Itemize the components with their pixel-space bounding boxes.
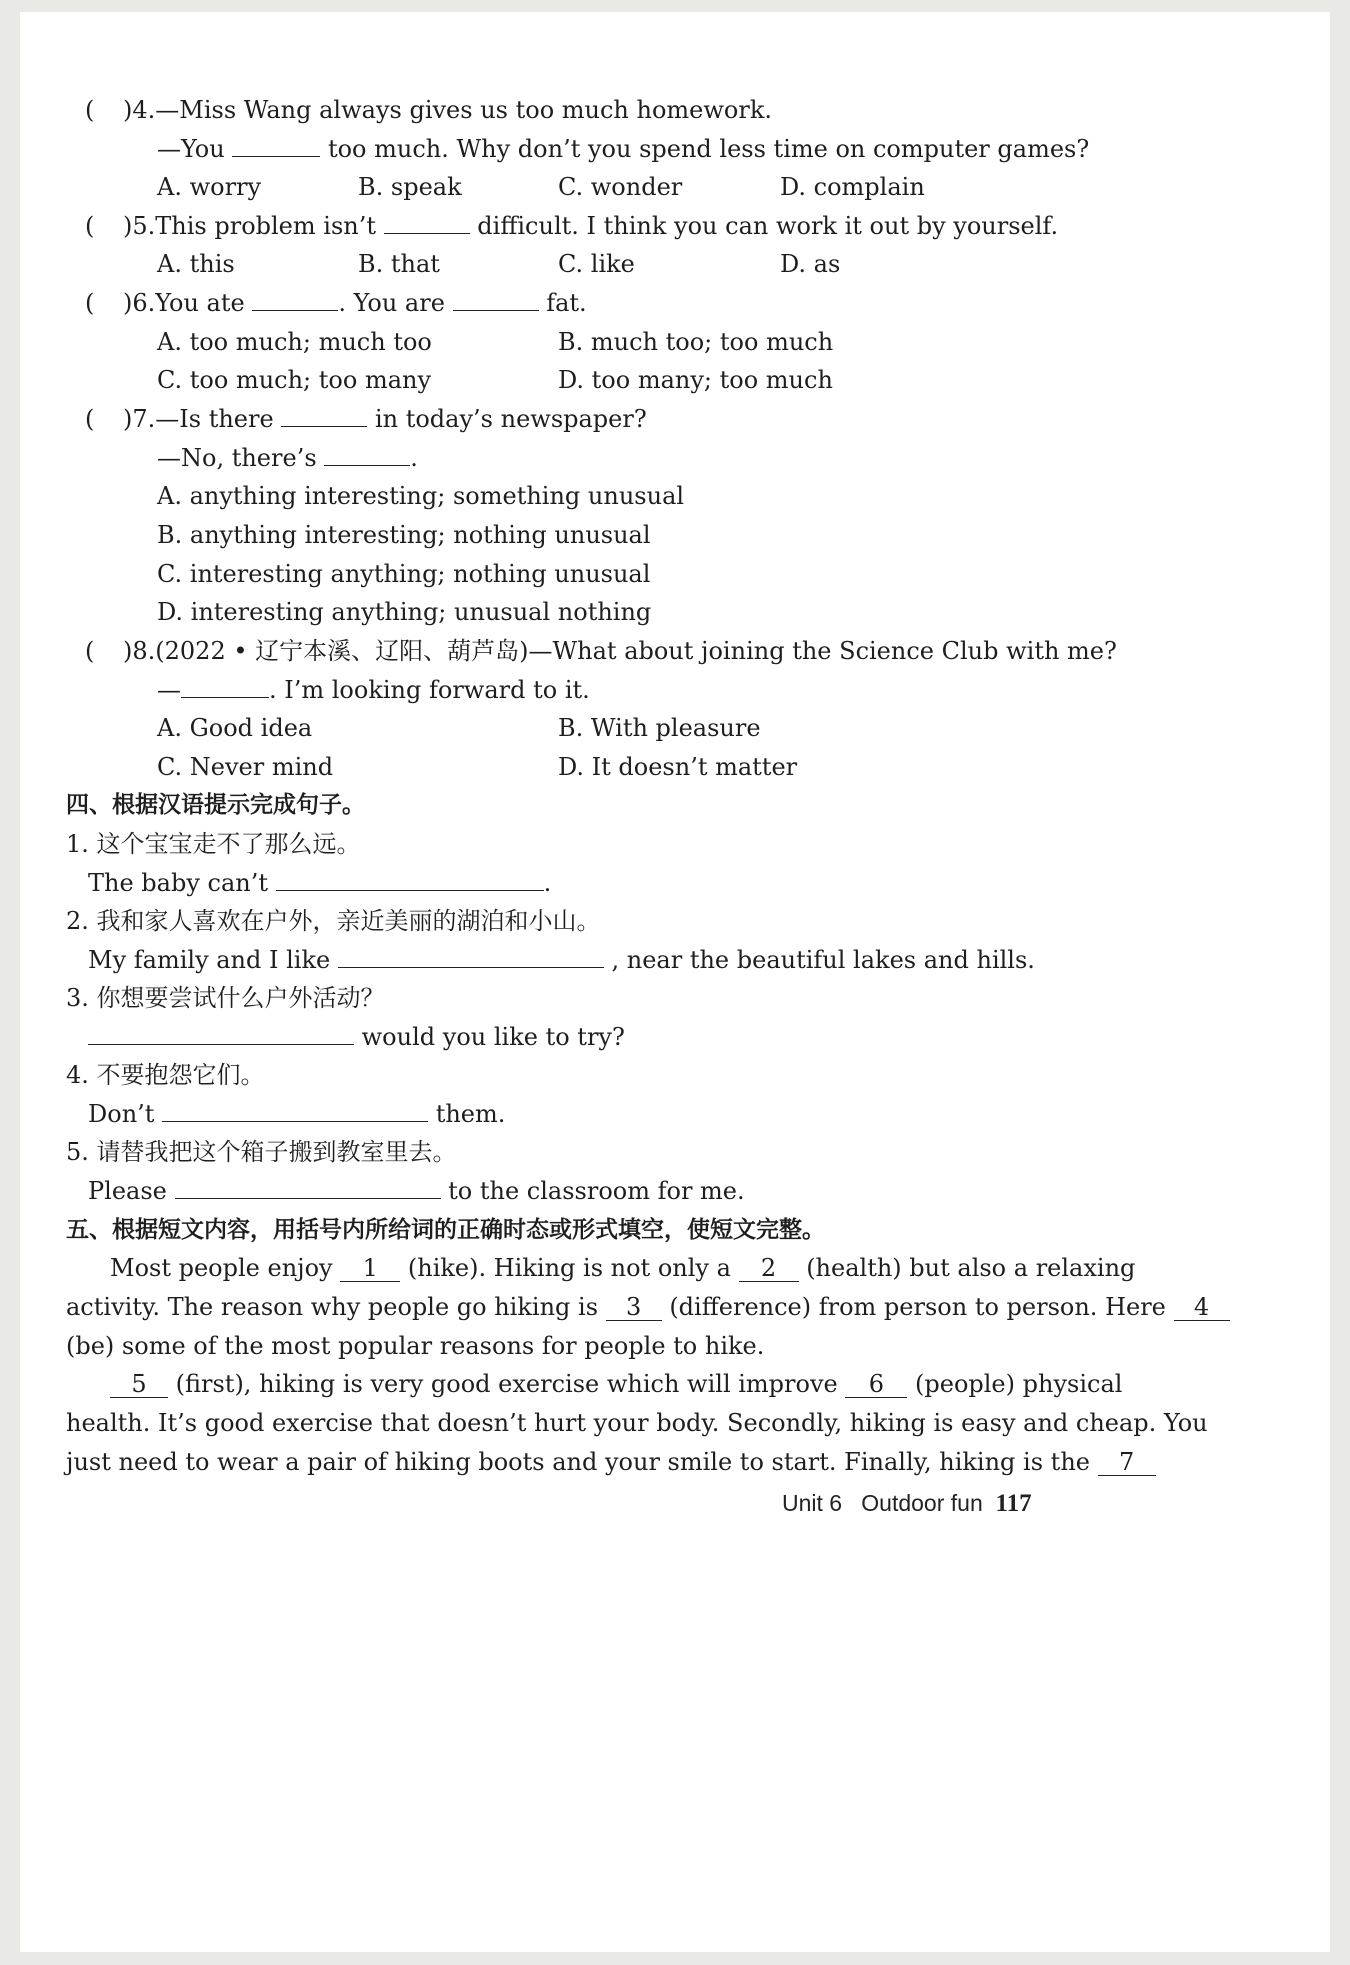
s4-item2-english bbox=[88, 944, 1035, 976]
passage-text: activity. The reason why people go hiking is bbox=[66, 1293, 599, 1321]
s4-item4-english bbox=[88, 1098, 505, 1130]
s4-item4-end: them. bbox=[435, 1100, 506, 1128]
answer-paren: ( bbox=[85, 637, 95, 665]
answer-paren: ( bbox=[85, 212, 95, 240]
option-d[interactable]: D. It doesn’t matter bbox=[558, 753, 798, 781]
option-a[interactable]: A. anything interesting; something unusual bbox=[157, 482, 685, 510]
answer-blank[interactable] bbox=[162, 1101, 428, 1122]
passage-line-4 bbox=[110, 1368, 1122, 1400]
passage-text: Most people enjoy bbox=[110, 1254, 333, 1282]
section-4-title: 四、根据汉语提示完成句子。 bbox=[66, 792, 365, 818]
q5-stem bbox=[123, 210, 1058, 242]
option-c[interactable]: C. too much; too many bbox=[157, 366, 432, 394]
option-a[interactable]: A. worry bbox=[157, 173, 262, 201]
passage-line-2 bbox=[66, 1291, 1230, 1323]
answer-blank[interactable] bbox=[252, 290, 338, 311]
s4-item5-chinese: 5. 请替我把这个箱子搬到教室里去。 bbox=[66, 1138, 457, 1166]
numbered-blank[interactable]: 5 bbox=[110, 1371, 168, 1398]
section-5-title: 五、根据短文内容，用括号内所给词的正确时态或形式填空，使短文完整。 bbox=[66, 1217, 825, 1243]
q7-line2-start: —No, there’s bbox=[157, 444, 317, 472]
option-a[interactable]: A. this bbox=[157, 250, 235, 278]
option-d[interactable]: D. interesting anything; unusual nothing bbox=[157, 598, 652, 626]
s4-item3-english bbox=[88, 1021, 625, 1053]
q4-line2 bbox=[157, 133, 1089, 165]
option-b[interactable]: B. speak bbox=[358, 173, 462, 201]
option-c[interactable]: C. Never mind bbox=[157, 753, 334, 781]
option-b[interactable]: B. that bbox=[358, 250, 440, 278]
s4-item2-chinese: 2. 我和家人喜欢在户外，亲近美丽的湖泊和小山。 bbox=[66, 907, 601, 935]
answer-blank[interactable] bbox=[175, 1178, 441, 1199]
passage-line-3: (be) some of the most popular reasons for people to hike. bbox=[66, 1332, 765, 1360]
question-number: )5. bbox=[123, 212, 156, 240]
q7-line2 bbox=[157, 442, 418, 474]
option-c[interactable]: C. like bbox=[558, 250, 635, 278]
numbered-blank[interactable]: 6 bbox=[845, 1371, 907, 1398]
option-b[interactable]: B. With pleasure bbox=[558, 714, 761, 742]
answer-blank[interactable] bbox=[181, 677, 269, 698]
q5-line1-start: This problem isn’t bbox=[155, 212, 376, 240]
q4-stem bbox=[123, 94, 772, 126]
question-number: )8. bbox=[123, 637, 156, 665]
passage-text: (people) physical bbox=[915, 1370, 1123, 1398]
q6-line1-start: You ate bbox=[155, 289, 245, 317]
answer-blank[interactable] bbox=[324, 445, 410, 466]
option-a[interactable]: A. Good idea bbox=[157, 714, 313, 742]
s4-item1-english bbox=[88, 867, 551, 899]
q8-line2-end: . I’m looking forward to it. bbox=[269, 676, 590, 704]
passage-line-1 bbox=[110, 1252, 1135, 1284]
q6-line1-middle: . You are bbox=[338, 289, 445, 317]
worksheet-page bbox=[20, 12, 1330, 1952]
passage-line-6 bbox=[66, 1446, 1156, 1478]
passage-text: (first), hiking is very good exercise which will improve bbox=[175, 1370, 838, 1398]
numbered-blank[interactable]: 7 bbox=[1098, 1449, 1156, 1476]
answer-blank[interactable] bbox=[281, 406, 367, 427]
q7-line2-end: . bbox=[410, 444, 418, 472]
q6-stem bbox=[123, 287, 587, 319]
passage-text: (difference) from person to person. Here bbox=[669, 1293, 1166, 1321]
passage-text: (health) but also a relaxing bbox=[806, 1254, 1136, 1282]
option-d[interactable]: D. as bbox=[780, 250, 841, 278]
option-c[interactable]: C. wonder bbox=[558, 173, 683, 201]
q5-line1-end: difficult. I think you can work it out by yourself. bbox=[477, 212, 1059, 240]
s4-item2-start: My family and I like bbox=[88, 946, 331, 974]
unit-label: Unit 6 bbox=[782, 1490, 843, 1516]
answer-paren: ( bbox=[85, 405, 95, 433]
answer-blank[interactable] bbox=[88, 1024, 354, 1045]
s4-item1-end: . bbox=[543, 869, 552, 897]
q8-line1: (2022 • 辽宁本溪、辽阳、葫芦岛)—What about joining the Science Club with me? bbox=[155, 637, 1117, 665]
numbered-blank[interactable]: 3 bbox=[606, 1294, 662, 1321]
answer-paren: ( bbox=[85, 289, 95, 317]
q4-line1: —Miss Wang always gives us too much homework. bbox=[155, 96, 773, 124]
s4-item1-chinese: 1. 这个宝宝走不了那么远。 bbox=[66, 830, 361, 858]
page-number: 117 bbox=[995, 1490, 1032, 1517]
answer-paren: ( bbox=[85, 96, 95, 124]
question-number: )6. bbox=[123, 289, 156, 317]
passage-text: (hike). Hiking is not only a bbox=[407, 1254, 731, 1282]
option-b[interactable]: B. much too; too much bbox=[558, 328, 834, 356]
q7-stem bbox=[123, 403, 647, 435]
passage-text: just need to wear a pair of hiking boots and your smile to start. Finally, hiking is the bbox=[66, 1448, 1090, 1476]
answer-blank[interactable] bbox=[338, 947, 604, 968]
q4-line2-start: —You bbox=[157, 135, 225, 163]
s4-item5-english bbox=[88, 1175, 745, 1207]
answer-blank[interactable] bbox=[453, 290, 539, 311]
passage-line-5: health. It’s good exercise that doesn’t hurt your body. Secondly, hiking is easy and cheap. You bbox=[66, 1409, 1208, 1437]
q8-line2 bbox=[157, 674, 590, 706]
numbered-blank[interactable]: 2 bbox=[739, 1255, 799, 1282]
numbered-blank[interactable]: 4 bbox=[1174, 1294, 1230, 1321]
s4-item2-end: , near the beautiful lakes and hills. bbox=[611, 946, 1035, 974]
q8-line2-start: — bbox=[157, 676, 181, 704]
s4-item5-start: Please bbox=[88, 1177, 167, 1205]
s4-item3-chinese: 3. 你想要尝试什么户外活动？ bbox=[66, 984, 385, 1012]
option-b[interactable]: B. anything interesting; nothing unusual bbox=[157, 521, 651, 549]
question-number: )7. bbox=[123, 405, 156, 433]
option-d[interactable]: D. too many; too much bbox=[558, 366, 833, 394]
q6-line1-end: fat. bbox=[546, 289, 587, 317]
numbered-blank[interactable]: 1 bbox=[340, 1255, 400, 1282]
option-a[interactable]: A. too much; much too bbox=[157, 328, 432, 356]
question-number: )4. bbox=[123, 96, 156, 124]
q8-stem bbox=[123, 635, 1117, 667]
answer-blank[interactable] bbox=[276, 870, 544, 891]
s4-item4-start: Don’t bbox=[88, 1100, 155, 1128]
answer-blank[interactable] bbox=[232, 136, 320, 157]
s4-item1-start: The baby can’t bbox=[88, 869, 268, 897]
s4-item4-chinese: 4. 不要抱怨它们。 bbox=[66, 1061, 265, 1089]
s4-item5-end: to the classroom for me. bbox=[448, 1177, 745, 1205]
s4-item3-end: would you like to try? bbox=[361, 1023, 625, 1051]
q7-line1-start: —Is there bbox=[155, 405, 274, 433]
page-footer bbox=[782, 1490, 1032, 1518]
q7-line1-end: in today’s newspaper? bbox=[374, 405, 647, 433]
option-c[interactable]: C. interesting anything; nothing unusual bbox=[157, 560, 651, 588]
option-d[interactable]: D. complain bbox=[780, 173, 925, 201]
unit-title: Outdoor fun bbox=[861, 1490, 983, 1516]
q4-line2-end: too much. Why don’t you spend less time on computer games? bbox=[327, 135, 1090, 163]
answer-blank[interactable] bbox=[384, 213, 470, 234]
